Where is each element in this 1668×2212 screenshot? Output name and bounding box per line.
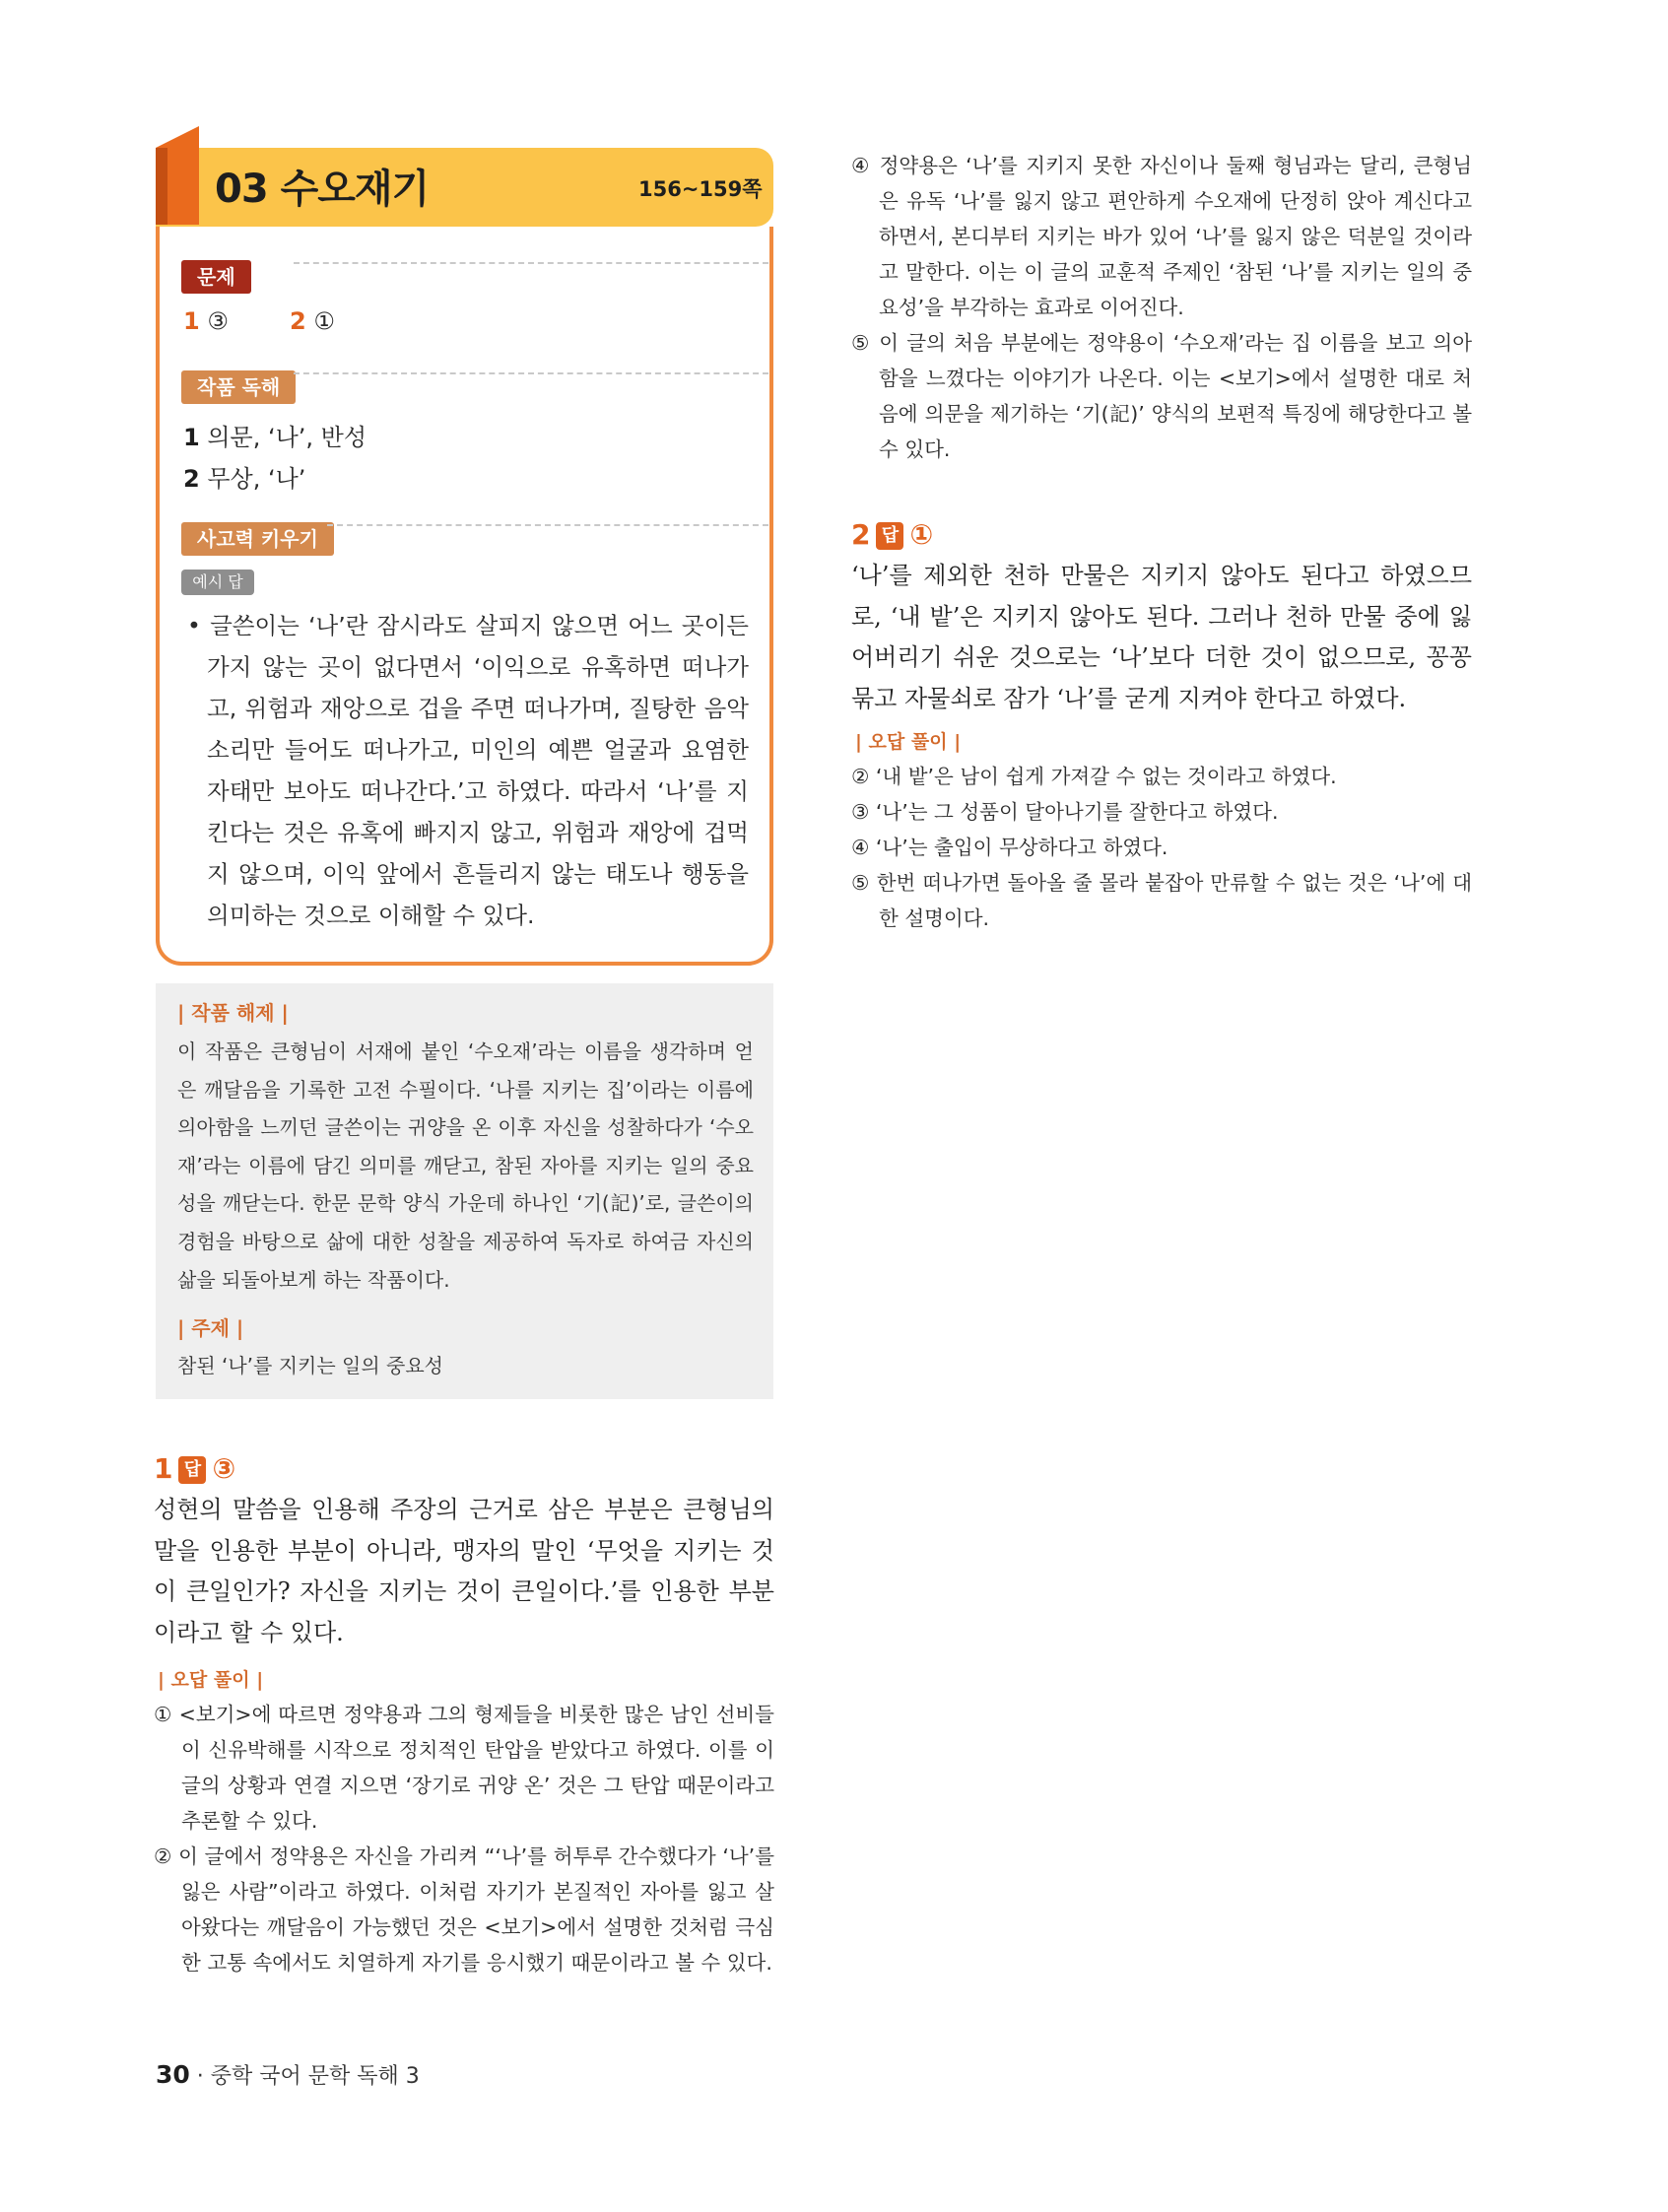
header-spine-shadow: [156, 148, 167, 225]
example-answer-text: • 글쓴이는 ‘나’란 잠시라도 살피지 않으면 어느 곳이든 가지 않는 곳이 없다면서 ‘이익으로 유혹하면 떠나가고, 위험과 재앙으로 겁을 주면 떠나가며, 질탕한 음악 소리만 들어도 떠나가고, 미인의 예쁜 얼굴과 요염한 자태만 보아도 떠나간다.’고 하였다. 따라서 ‘나’를 지킨다는 것은 유혹에 빠지지 않고, 위험과 재앙에 겁먹지 않으며, 이익 앞에서 흔들리지 않는 태도나 행동을 의미하는 것으로 이해할 수 있다.: [187, 612, 749, 929]
unit-pages: 156~159쪽: [638, 177, 763, 201]
question-2-wrong-item: ④ ‘나’는 출입이 무상하다고 하였다.: [851, 836, 1168, 859]
page-footer: [156, 2059, 420, 2090]
divider: [294, 262, 768, 264]
book-title: · 중학 국어 문학 독해 3: [196, 2064, 420, 2089]
example-answer-tag: 예시 답: [181, 570, 254, 595]
page-number: 30: [156, 2060, 190, 2089]
divider: [294, 372, 768, 374]
question-1-explanation: 성현의 말씀을 인용해 주장의 근거로 삼은 부분은 큰형님의 말을 인용한 부분이 아니라, 맹자의 말인 ‘무엇을 지키는 것이 큰일인가? 자신을 지키는 것이 큰일이다.’를 인용한 부분이라고 할 수 있다.: [154, 1496, 774, 1646]
divider: [327, 524, 768, 526]
question-1-wrong-item: ② 이 글에서 정약용은 자신을 가리켜 “‘나’를 허투루 간수했다가 ‘나’를 잃은 사람”이라고 하였다. 이처럼 자기가 본질적인 자아를 잃고 살아왔다는 깨달음이 가능했던 것은 <보기>에서 설명한 것처럼 극심한 고통 속에서도 치열하게 자기를 응시했기 때문이라고 볼 수 있다.: [154, 1844, 774, 1975]
section-label-problem: 문제: [181, 260, 251, 294]
question-2-heading: 2 답 ①: [851, 518, 934, 551]
question-2-wrong-item: ② ‘내 밭’은 남이 쉽게 가져갈 수 없는 것이라고 하였다.: [851, 765, 1337, 788]
question-1-wrong-item: ⑤ 이 글의 처음 부분에는 정약용이 ‘수오재’라는 집 이름을 보고 의아함을 느꼈다는 이야기가 나온다. 이는 <보기>에서 설명한 대로 처음에 의문을 제기하는 ‘기(記)’ 양식의 보편적 특징에 해당한다고 볼 수 있다.: [851, 331, 1472, 461]
reading-answer-1: 1 의문, ‘나’, 반성: [183, 424, 367, 451]
question-2-wrong-item: ⑤ 한번 떠나가면 돌아올 줄 몰라 붙잡아 만류할 수 없는 것은 ‘나’에 대한 설명이다.: [851, 871, 1472, 930]
question-2-wrong-heading: | 오답 풀이 |: [855, 731, 962, 753]
question-1-heading: 1 답 ③: [154, 1452, 236, 1485]
question-1-wrong-item: ① <보기>에 따르면 정약용과 그의 형제들을 비롯한 많은 남인 선비들이 신유박해를 시작으로 정치적인 탄압을 받았다고 하였다. 이를 이 글의 상황과 연결 지으면 ‘장기로 귀양 온’ 것은 그 탄압 때문이라고 추론할 수 있다.: [154, 1703, 774, 1833]
answer-2: 2 ①: [290, 307, 335, 335]
question-2-explanation: ‘나’를 제외한 천하 만물은 지키지 않아도 된다고 하였으므로, ‘내 밭’은 지키지 않아도 된다. 그러나 천하 만물 중에 잃어버리기 쉬운 것으로는 ‘나’보다 더한 것이 없으므로, 꽁꽁 묶고 자물쇠로 잠가 ‘나’를 굳게 지켜야 한다고 하였다.: [851, 562, 1472, 712]
question-1-wrong-heading: | 오답 풀이 |: [158, 1669, 264, 1691]
work-explanation-text: 이 작품은 큰형님이 서재에 붙인 ‘수오재’라는 이름을 생각하며 얻은 깨달음을 기록한 고전 수필이다. ‘나를 지키는 집’이라는 이름에 의아함을 느끼던 글쓴이는 귀양을 온 이후 자신을 성찰하다가 ‘수오재’라는 이름에 담긴 의미를 깨닫고, 참된 자아를 지키는 일의 중요성을 깨닫는다. 한문 문학 양식 가운데 하나인 ‘기(記)’로, 글쓴이의 경험을 바탕으로 삶에 대한 성찰을 제공하여 독자로 하여금 자신의 삶을 되돌아보게 하는 작품이다.: [177, 1039, 754, 1292]
question-2-wrong-item: ③ ‘나’는 그 성품이 달아나기를 잘한다고 하였다.: [851, 800, 1279, 824]
unit-title: 03 수오재기: [215, 167, 430, 212]
section-label-reading: 작품 독해: [181, 370, 296, 404]
work-explanation-heading: | 작품 해제 |: [177, 1001, 289, 1025]
reading-answer-2: 2 무상, ‘나’: [183, 465, 306, 493]
theme-text: 참된 ‘나’를 지키는 일의 중요성: [177, 1354, 443, 1377]
question-1-wrong-item: ④ 정약용은 ‘나’를 지키지 못한 자신이나 둘째 형님과는 달리, 큰형님은 유독 ‘나’를 잃지 않고 편안하게 수오재에 단정히 앉아 계신다고 하면서, 본디부터 지키는 바가 있어 ‘나’를 잃지 않은 덕분일 것이라고 말한다. 이는 이 글의 교훈적 주제인 ‘참된 ‘나’를 지키는 일의 중요성’을 부각하는 효과로 이어진다.: [851, 154, 1472, 319]
section-label-thinking: 사고력 키우기: [181, 522, 334, 556]
theme-heading: | 주제 |: [177, 1316, 244, 1340]
answer-1: 1 ③: [183, 307, 229, 335]
